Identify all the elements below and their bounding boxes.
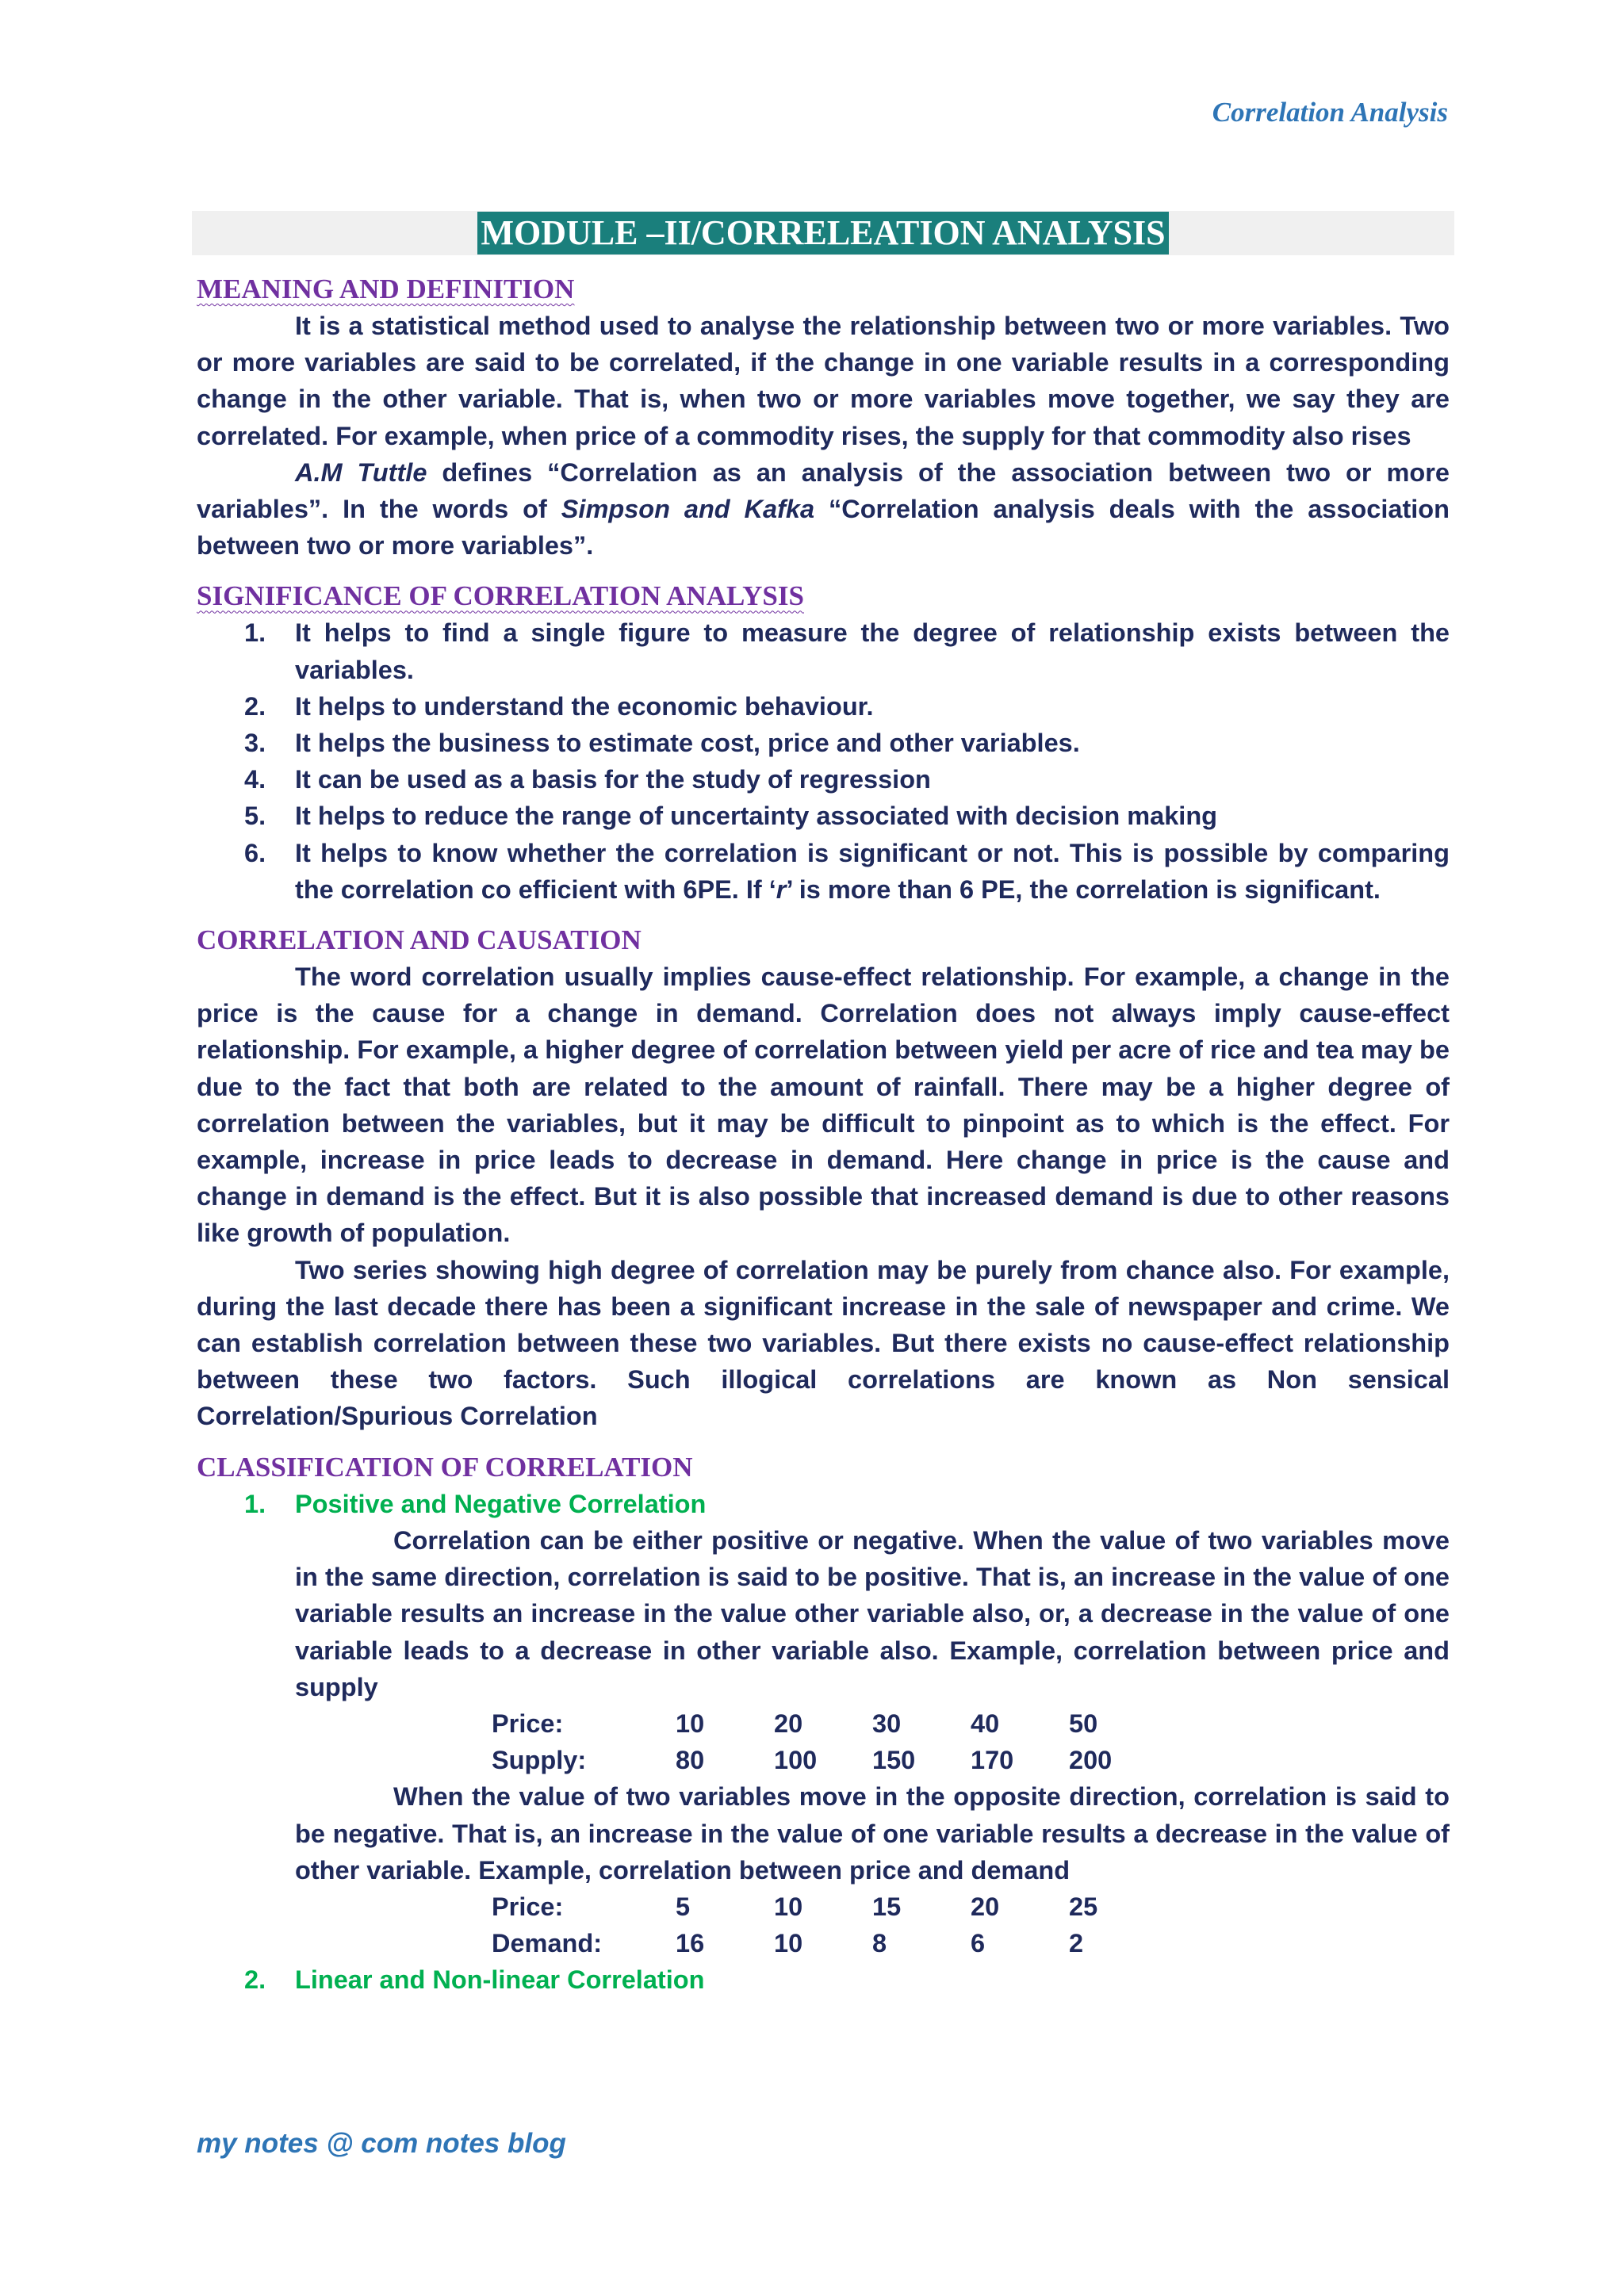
list-item: 1. It helps to find a single figure to measure the degree of relationship exists between the variables. xyxy=(244,618,1450,684)
price-supply-table xyxy=(492,1705,1167,1778)
list-item: 3. It helps the business to estimate cost, price and other variables. xyxy=(244,729,1080,758)
module-title-band xyxy=(192,211,1454,255)
classification-item-linear: 2. Linear and Non-linear Correlation xyxy=(244,1965,705,1995)
definition-text-b: “Correlation analysis deals with the association between two or more variables”. xyxy=(197,495,1450,561)
table-row: Supply: 80 100 150 170 200 xyxy=(492,1746,1113,1775)
positive-negative-body xyxy=(197,1522,1450,1961)
meaning-paragraph-1: It is a statistical method used to analyse the relationship between two or more variables. Two or more variables are said to be correlated, if the change in one variable results in a corresponding change in the other variable. That is, when two or more variables move together, we say they are correlated. For example, when price of a commodity rises, the supply for that commodity also rises xyxy=(197,312,1450,450)
list-item: 2. It helps to understand the economic behaviour. xyxy=(244,691,874,721)
table-row: Price: 5 10 15 20 25 xyxy=(492,1892,1098,1921)
causation-paragraph-1: The word correlation usually implies cause-effect relationship. For example, a change in the price is the cause for a change in demand. Correlation does not always imply cause-effect relationship. For example, a higher degree of correlation between yield per acre of rice and tea may be due to the fact that both are related to the amount of rainfall. There may be a higher degree of correlation between the variables, but it may be difficult to pinpoint as to which is the effect. For example, increase in price leads to decrease in demand. Here change in price is the cause and change in demand is the effect. But it is also possible that increased demand is due to other reasons like growth of population. xyxy=(197,962,1450,1248)
meaning-paragraph-2 xyxy=(197,454,1450,564)
causation-paragraph-2: Two series showing high degree of correlation may be purely from chance also. For example, during the last decade there has been a significant increase in the sale of newspaper and crime. We can establish correlation between these two variables. But there exists no cause-effect relationship between these two factors. Such illogical correlations are known as Non sensical Correlation/Spurious Correlation xyxy=(197,1255,1450,1431)
positive-paragraph: Correlation can be either positive or negative. When the value of two variables move in the same direction, correlation is said to be positive. That is, an increase in the value of one variable results an increase in the value other variable also, or, a decrease in the value of one variable leads to a decrease in other variable also. Example, correlation between price and supply xyxy=(295,1525,1450,1701)
list-item: 6. It helps to know whether the correlation is significant or not. This is possible by comparing the correlation co efficient with 6PE. If ‘r’ is more than 6 PE, the correlation is significant. xyxy=(244,838,1450,904)
significance-list xyxy=(197,614,1450,908)
list-item: 5. It helps to reduce the range of uncertainty associated with decision making xyxy=(244,802,1218,831)
subheading-positive-negative: Positive and Negative Correlation xyxy=(295,1489,707,1518)
classification-item-positive-negative: 1. Positive and Negative Correlation xyxy=(244,1489,707,1518)
definition-text-a: defines “Correlation as an analysis of the association between two or more variables”. In the words of xyxy=(197,457,1450,524)
list-item: 4. It can be used as a basis for the study of regression xyxy=(244,765,931,794)
subheading-linear: Linear and Non-linear Correlation xyxy=(295,1965,705,1995)
running-header: Correlation Analysis xyxy=(1212,97,1448,128)
negative-paragraph: When the value of two variables move in the opposite direction, correlation is said to be negative. That is, an increase in the value of one variable results a decrease in the value of other variable. Example, correlation between price and demand xyxy=(295,1782,1450,1885)
price-demand-table xyxy=(492,1888,1167,1961)
author-tuttle: A.M Tuttle xyxy=(295,457,427,487)
author-simpson-kafka: Simpson and Kafka xyxy=(561,495,815,524)
table-row: Demand: 16 10 8 6 2 xyxy=(492,1929,1084,1958)
document-body xyxy=(197,211,1450,1999)
heading-classification: CLASSIFICATION OF CORRELATION xyxy=(197,1451,693,1483)
heading-significance: SIGNIFICANCE OF CORRELATION ANALYSIS xyxy=(197,580,804,612)
heading-causation: CORRELATION AND CAUSATION xyxy=(197,924,642,956)
table-row: Price: 10 20 30 40 50 xyxy=(492,1709,1098,1738)
heading-meaning: MEANING AND DEFINITION xyxy=(197,274,575,304)
footer-note: my notes @ com notes blog xyxy=(197,2128,566,2159)
module-title: MODULE –II/CORRELEATION ANALYSIS xyxy=(477,212,1168,254)
